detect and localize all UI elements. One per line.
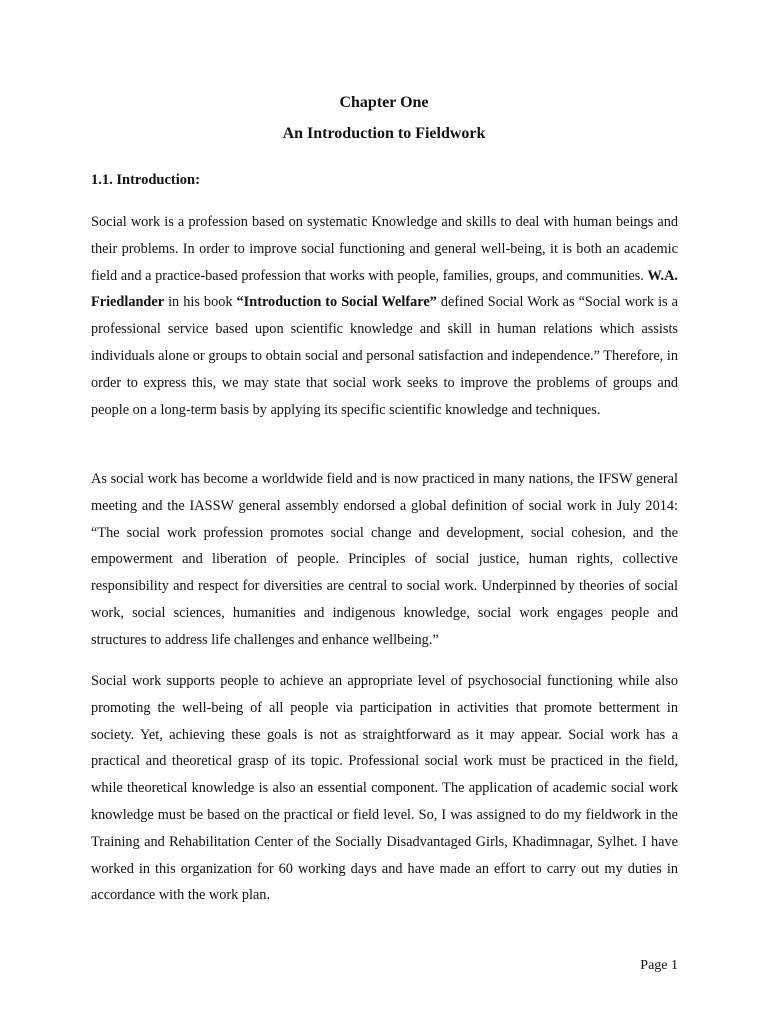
paragraph-1-text-a: Social work is a profession based on systematic Knowledge and skills to deal with human beings and their problems. In order to improve social functioning and general well-being, it is both an academic field and a practice-based profession that works with people, families, groups, and communities.	[91, 214, 678, 284]
paragraph-1-text-b: in his book	[164, 294, 237, 311]
paragraph-1-text-c: defined Social Work as “Social work is a professional service based upon scientific knowledge and skill in human relations which assists individuals alone or groups to obtain social and personal satisfaction and independence.” Therefore, in order to express this, we may state that social work seeks to improve the problems of groups and people on a long-term basis by applying its specific scientific knowledge and techniques.	[91, 294, 678, 418]
paragraph-2: As social work has become a worldwide field and is now practiced in many nations, the IFSW general meeting and the IASSW general assembly endorsed a global definition of social work in July 2014: “The social work profession promotes social change and development, social cohesion, and the empowerment and liberation of people. Principles of social justice, human rights, collective responsibility and respect for diversities are central to social work. Underpinned by theories of social work, social sciences, humanities and indigenous knowledge, social work engages people and structures to address life challenges and enhance wellbeing.”	[91, 471, 678, 648]
section-heading: 1.1. Introduction:	[91, 172, 200, 188]
paragraph-3: Social work supports people to achieve an appropriate level of psychosocial functioning while also promoting the well-being of all people via participation in activities that promote betterment in society. Yet, achieving these goals is not as straightforward as it may appear. Social work has a practical and theoretical grasp of its topic. Professional social work must be practiced in the field, while theoretical knowledge is also an essential component. The application of academic social work knowledge must be based on the practical or field level. So, I was assigned to do my fieldwork in the Training and Rehabilitation Center of the Socially Disadvantaged Girls, Khadimnagar, Sylhet. I have worked in this organization for 60 working days and have made an effort to carry out my duties in accordance with the work plan.	[91, 673, 678, 904]
page-number: Page 1	[640, 958, 678, 973]
paragraph-1	[91, 209, 678, 423]
chapter-title: Chapter One	[339, 94, 429, 111]
book-title: “Introduction to Social Welfare”	[236, 294, 437, 311]
chapter-subtitle: An Introduction to Fieldwork	[282, 125, 486, 142]
author-name: W.A. Friedlander	[91, 267, 678, 311]
